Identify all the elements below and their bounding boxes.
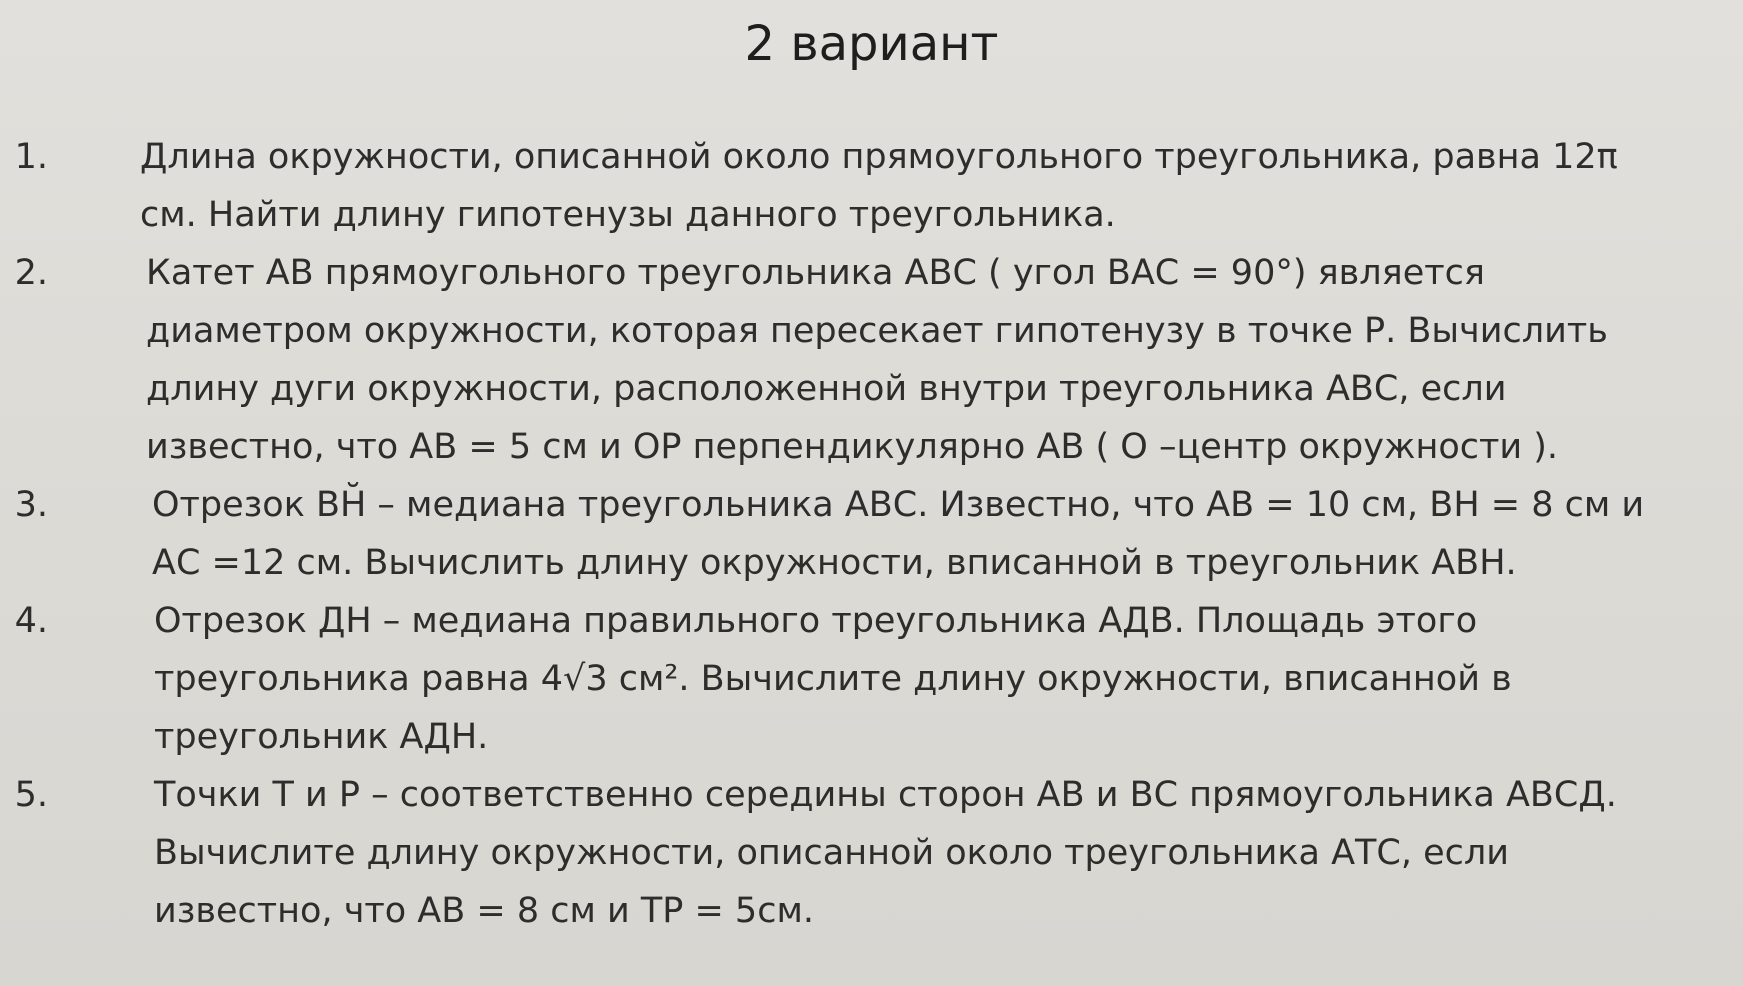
task-line: треугольник АДН. <box>154 717 489 757</box>
task-line: см. Найти длину гипотенузы данного треугольника. <box>140 195 1116 235</box>
task-line: Точки Т и Р – соответственно середины сторон АВ и ВС прямоугольника АВСД. <box>154 775 1617 815</box>
task-text <box>84 766 1644 940</box>
task-line: АС =12 см. Вычислить длину окружности, вписанной в треугольник АВН. <box>152 543 1517 583</box>
task-number: 3. <box>14 485 48 525</box>
task-text <box>82 476 1682 592</box>
task-item <box>14 476 1682 592</box>
task-line: Катет АВ прямоугольного треугольника АВС ( угол ВАС = 90°) является <box>146 253 1485 293</box>
task-line: длину дуги окружности, расположенной внутри треугольника АВС, если <box>146 369 1507 409</box>
task-line: треугольника равна 4√3 см². Вычислите длину окружности, вписанной в <box>154 659 1512 699</box>
page-title: 2 вариант <box>744 16 999 72</box>
task-line: известно, что АВ = 5 см и ОР перпендикулярно АВ ( О –центр окружности ). <box>146 427 1559 467</box>
task-text <box>76 244 1696 476</box>
task-item <box>14 128 1722 244</box>
task-text <box>84 592 1644 766</box>
task-text <box>72 128 1722 244</box>
task-number: 1. <box>14 137 48 177</box>
task-line: Вычислите длину окружности, описанной около треугольника АТС, если <box>154 833 1510 873</box>
task-line: Отрезок ВН̆ – медиана треугольника АВС. Известно, что АВ = 10 см, ВН = 8 см и <box>152 485 1645 525</box>
task-number: 5. <box>14 775 48 815</box>
task-line: диаметром окружности, которая пересекает гипотенузу в точке Р. Вычислить <box>146 311 1608 351</box>
task-number: 2. <box>14 253 48 293</box>
task-item <box>14 244 1696 476</box>
task-number: 4. <box>14 601 48 641</box>
task-item <box>14 592 1644 766</box>
task-line: Длина окружности, описанной около прямоугольного треугольника, равна 12π <box>140 137 1618 177</box>
task-list <box>0 128 1743 940</box>
task-line: Отрезок ДН – медиана правильного треугольника АДВ. Площадь этого <box>154 601 1478 641</box>
task-line: известно, что АВ = 8 см и ТР = 5см. <box>154 891 814 931</box>
task-item <box>14 766 1644 940</box>
